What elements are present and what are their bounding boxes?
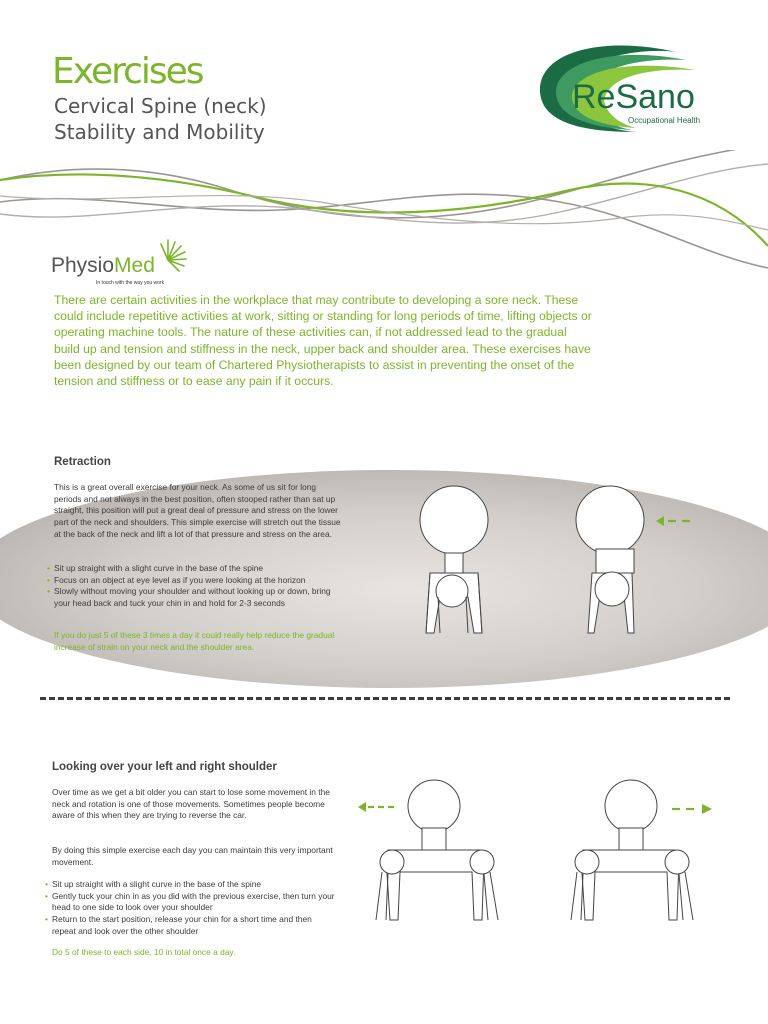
resano-brand-name: ReSano — [572, 78, 695, 116]
shoulder-steps — [52, 879, 337, 938]
list-item: • Slowly without moving your shoulder and without looking up or down, bring your head back and tuck your chin in and hold for 2-3 seconds — [54, 586, 344, 609]
physiomed-burst-icon — [158, 238, 188, 272]
retraction-heading: Retraction — [54, 456, 111, 468]
list-item: • Focus on an object at eye level as if you were looking at the horizon — [54, 575, 344, 587]
shoulder-note: Do 5 of these to each side, 10 in total once a day. — [52, 947, 236, 957]
physiomed-tagline: In touch with the way you work — [96, 280, 165, 286]
retraction-figure-neutral — [412, 485, 500, 637]
list-item: • Sit up straight with a slight curve in the base of the spine — [54, 563, 344, 575]
retraction-description: This is a great overall exercise for your neck. As some of us sit for long periods and not always in the best position, often stooped rather than sat up straight, this position will put a great deal of pressure and stress on the lower part of the neck and shoulders. This simple exercise will stretch out the tissue at the back of the neck and lift a lot of that pressure and stress on the area. — [54, 482, 341, 539]
retraction-note: If you do just 5 of these 3 times a day it could really help reduce the gradual increase of strain on your neck and the shoulder area. — [54, 630, 335, 652]
arrow-right-icon — [672, 802, 714, 816]
section-divider — [40, 697, 730, 700]
list-item: • Sit up straight with a slight curve in the base of the spine — [52, 879, 337, 891]
shoulder-figure-look-right — [565, 776, 695, 924]
shoulder-description-1: Over time as we get a bit older you can start to lose some movement in the neck and rotation is one of those movements. Sometimes people become aware of this when they are trying to reverse the car. — [52, 787, 330, 821]
shoulder-description-2: By doing this simple exercise each day you can maintain this very important movement. — [52, 845, 333, 867]
physiomed-name-physio: Physio — [51, 254, 115, 277]
list-item: • Gently tuck your chin in as you did with the previous exercise, then turn your head to one side to look over your shoulder — [52, 891, 337, 914]
page-title: Exercises — [52, 51, 203, 92]
shoulder-heading: Looking over your left and right shoulder — [52, 761, 277, 773]
intro-paragraph: There are certain activities in the workplace that may contribute to developing a sore neck. These could include repetitive activities at work, sitting or standing for long periods of time, lifting objects or operating machine tools. The nature of these activities can, if not addressed lead to the gradual build up and tension and stiffness in the neck, upper back and shoulder area. These exercises have been designed by our team of Chartered Physiotherapists to assist in preventing the onset of the tension and stiffness or to ease any pain if it occurs. — [54, 293, 592, 389]
page-subtitle-line-2: Stability and Mobility — [54, 120, 265, 144]
physiomed-logo-text — [51, 253, 155, 279]
retraction-figure-retracted — [568, 485, 656, 637]
physiomed-name-med: Med — [114, 254, 155, 277]
page-subtitle-line-1: Cervical Spine (neck) — [54, 94, 267, 118]
arrow-left-icon — [656, 514, 698, 528]
retraction-steps — [54, 563, 344, 610]
shoulder-figure-look-left — [370, 776, 500, 924]
list-item: • Return to the start position, release your chin for a short time and then repeat and look over the other shoulder — [52, 914, 337, 937]
resano-brand-tagline: Occupational Health — [628, 116, 701, 125]
